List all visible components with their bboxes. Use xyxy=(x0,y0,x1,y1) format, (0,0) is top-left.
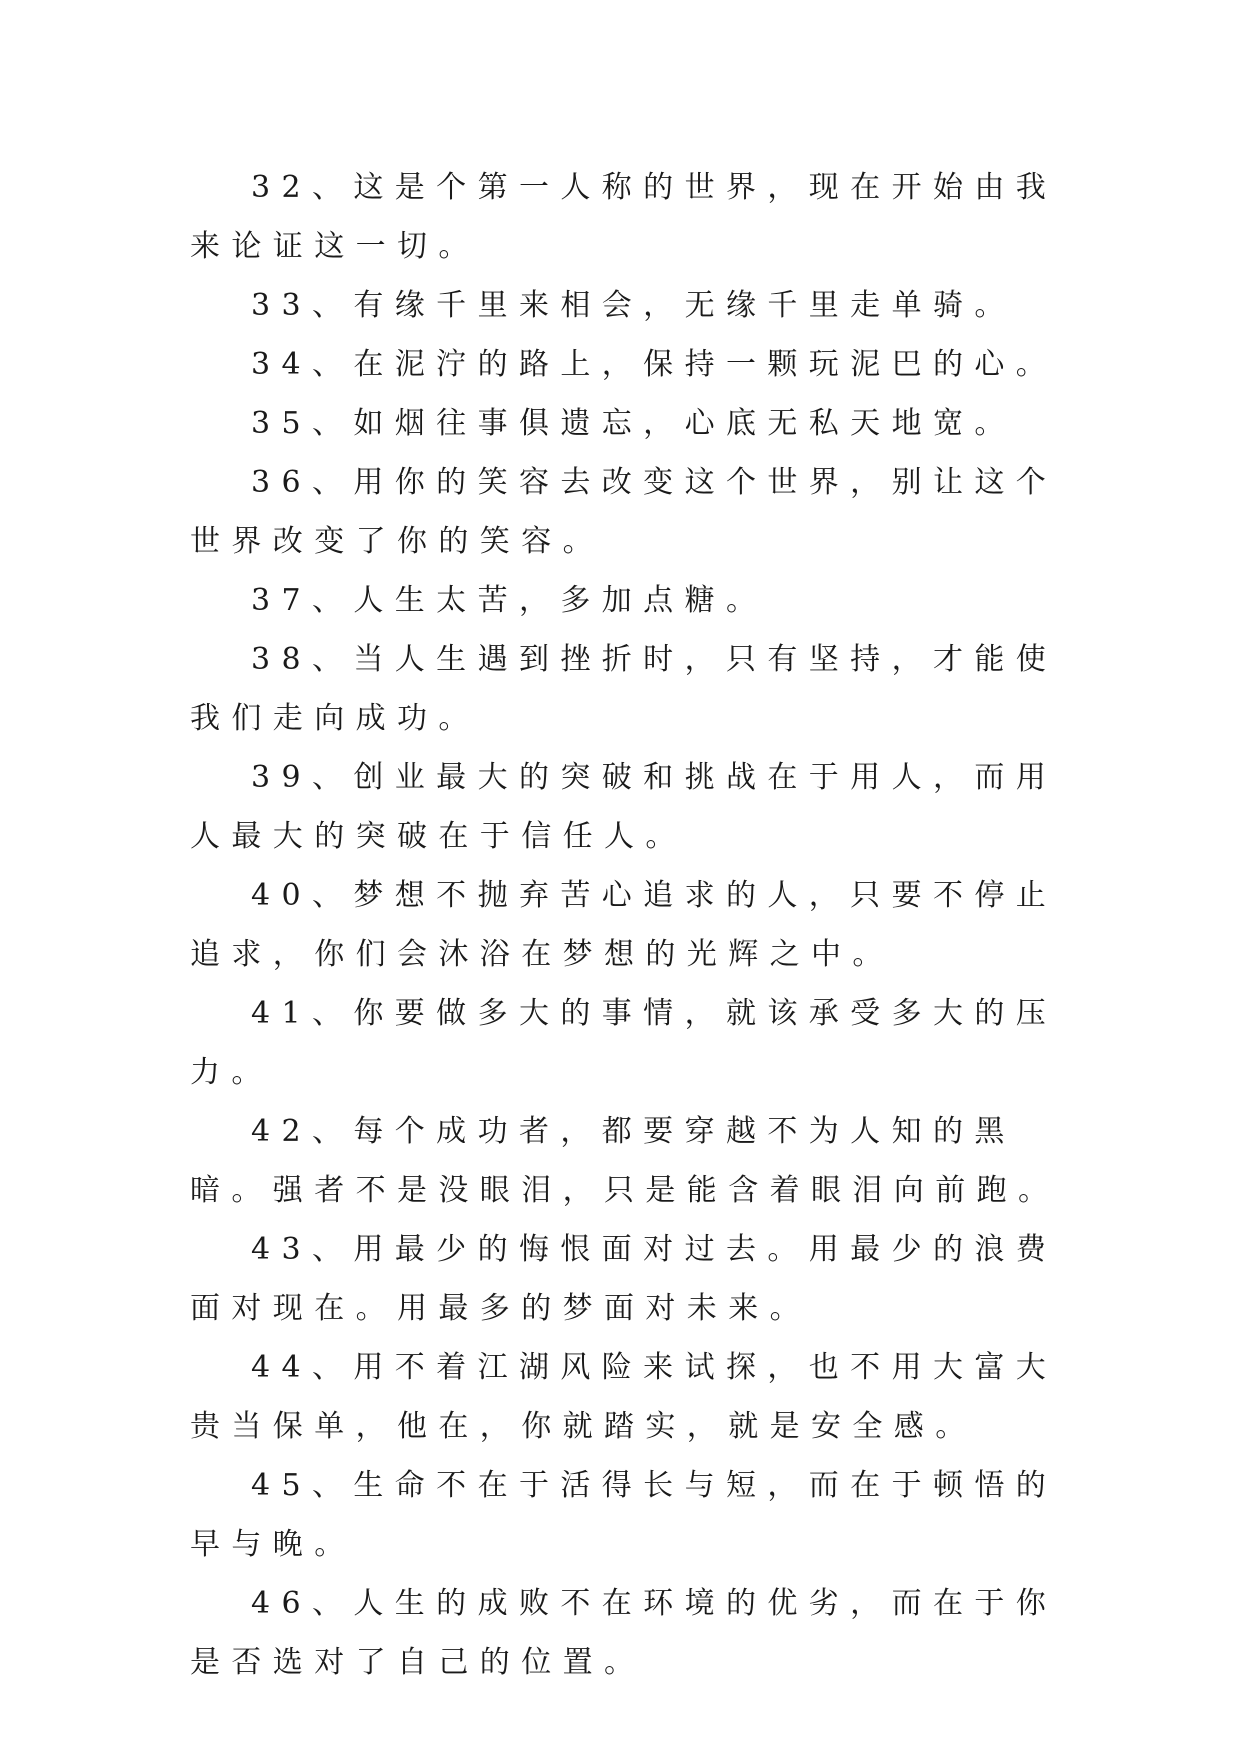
paragraph-32: 32、这是个第一人称的世界，现在开始由我来论证这一切。 xyxy=(190,170,1058,264)
paragraph-35: 35、如烟往事俱遗忘，心底无私天地宽。 xyxy=(251,406,1016,441)
paragraph-44: 44、用不着江湖风险来试探，也不用大富大贵当保单，他在，你就踏实，就是安全感。 xyxy=(190,1350,1058,1444)
paragraph-38: 38、当人生遇到挫折时，只有坚持，才能使我们走向成功。 xyxy=(190,642,1058,736)
paragraph-37: 37、人生太苦，多加点糖。 xyxy=(251,583,768,618)
paragraph-42: 42、每个成功者，都要穿越不为人知的黑暗。强者不是没眼泪，只是能含着眼泪向前跑。 xyxy=(190,1114,1060,1208)
paragraph-34: 34、在泥泞的路上，保持一颗玩泥巴的心。 xyxy=(251,347,1058,382)
paragraph-45: 45、生命不在于活得长与短，而在于顿悟的早与晚。 xyxy=(190,1468,1058,1562)
paragraph-43: 43、用最少的悔恨面对过去。用最少的浪费面对现在。用最多的梦面对未来。 xyxy=(190,1232,1058,1326)
paragraph-46: 46、人生的成败不在环境的优劣，而在于你是否选对了自己的位置。 xyxy=(190,1586,1058,1680)
document-body xyxy=(190,158,1070,1692)
paragraph-33: 33、有缘千里来相会，无缘千里走单骑。 xyxy=(251,288,1016,323)
paragraph-39: 39、创业最大的突破和挑战在于用人，而用人最大的突破在于信任人。 xyxy=(190,760,1058,854)
paragraph-36: 36、用你的笑容去改变这个世界，别让这个世界改变了你的笑容。 xyxy=(190,465,1058,559)
paragraph-41: 41、你要做多大的事情，就该承受多大的压力。 xyxy=(190,996,1058,1090)
paragraph-40: 40、梦想不抛弃苦心追求的人，只要不停止追求，你们会沐浴在梦想的光辉之中。 xyxy=(190,878,1058,972)
